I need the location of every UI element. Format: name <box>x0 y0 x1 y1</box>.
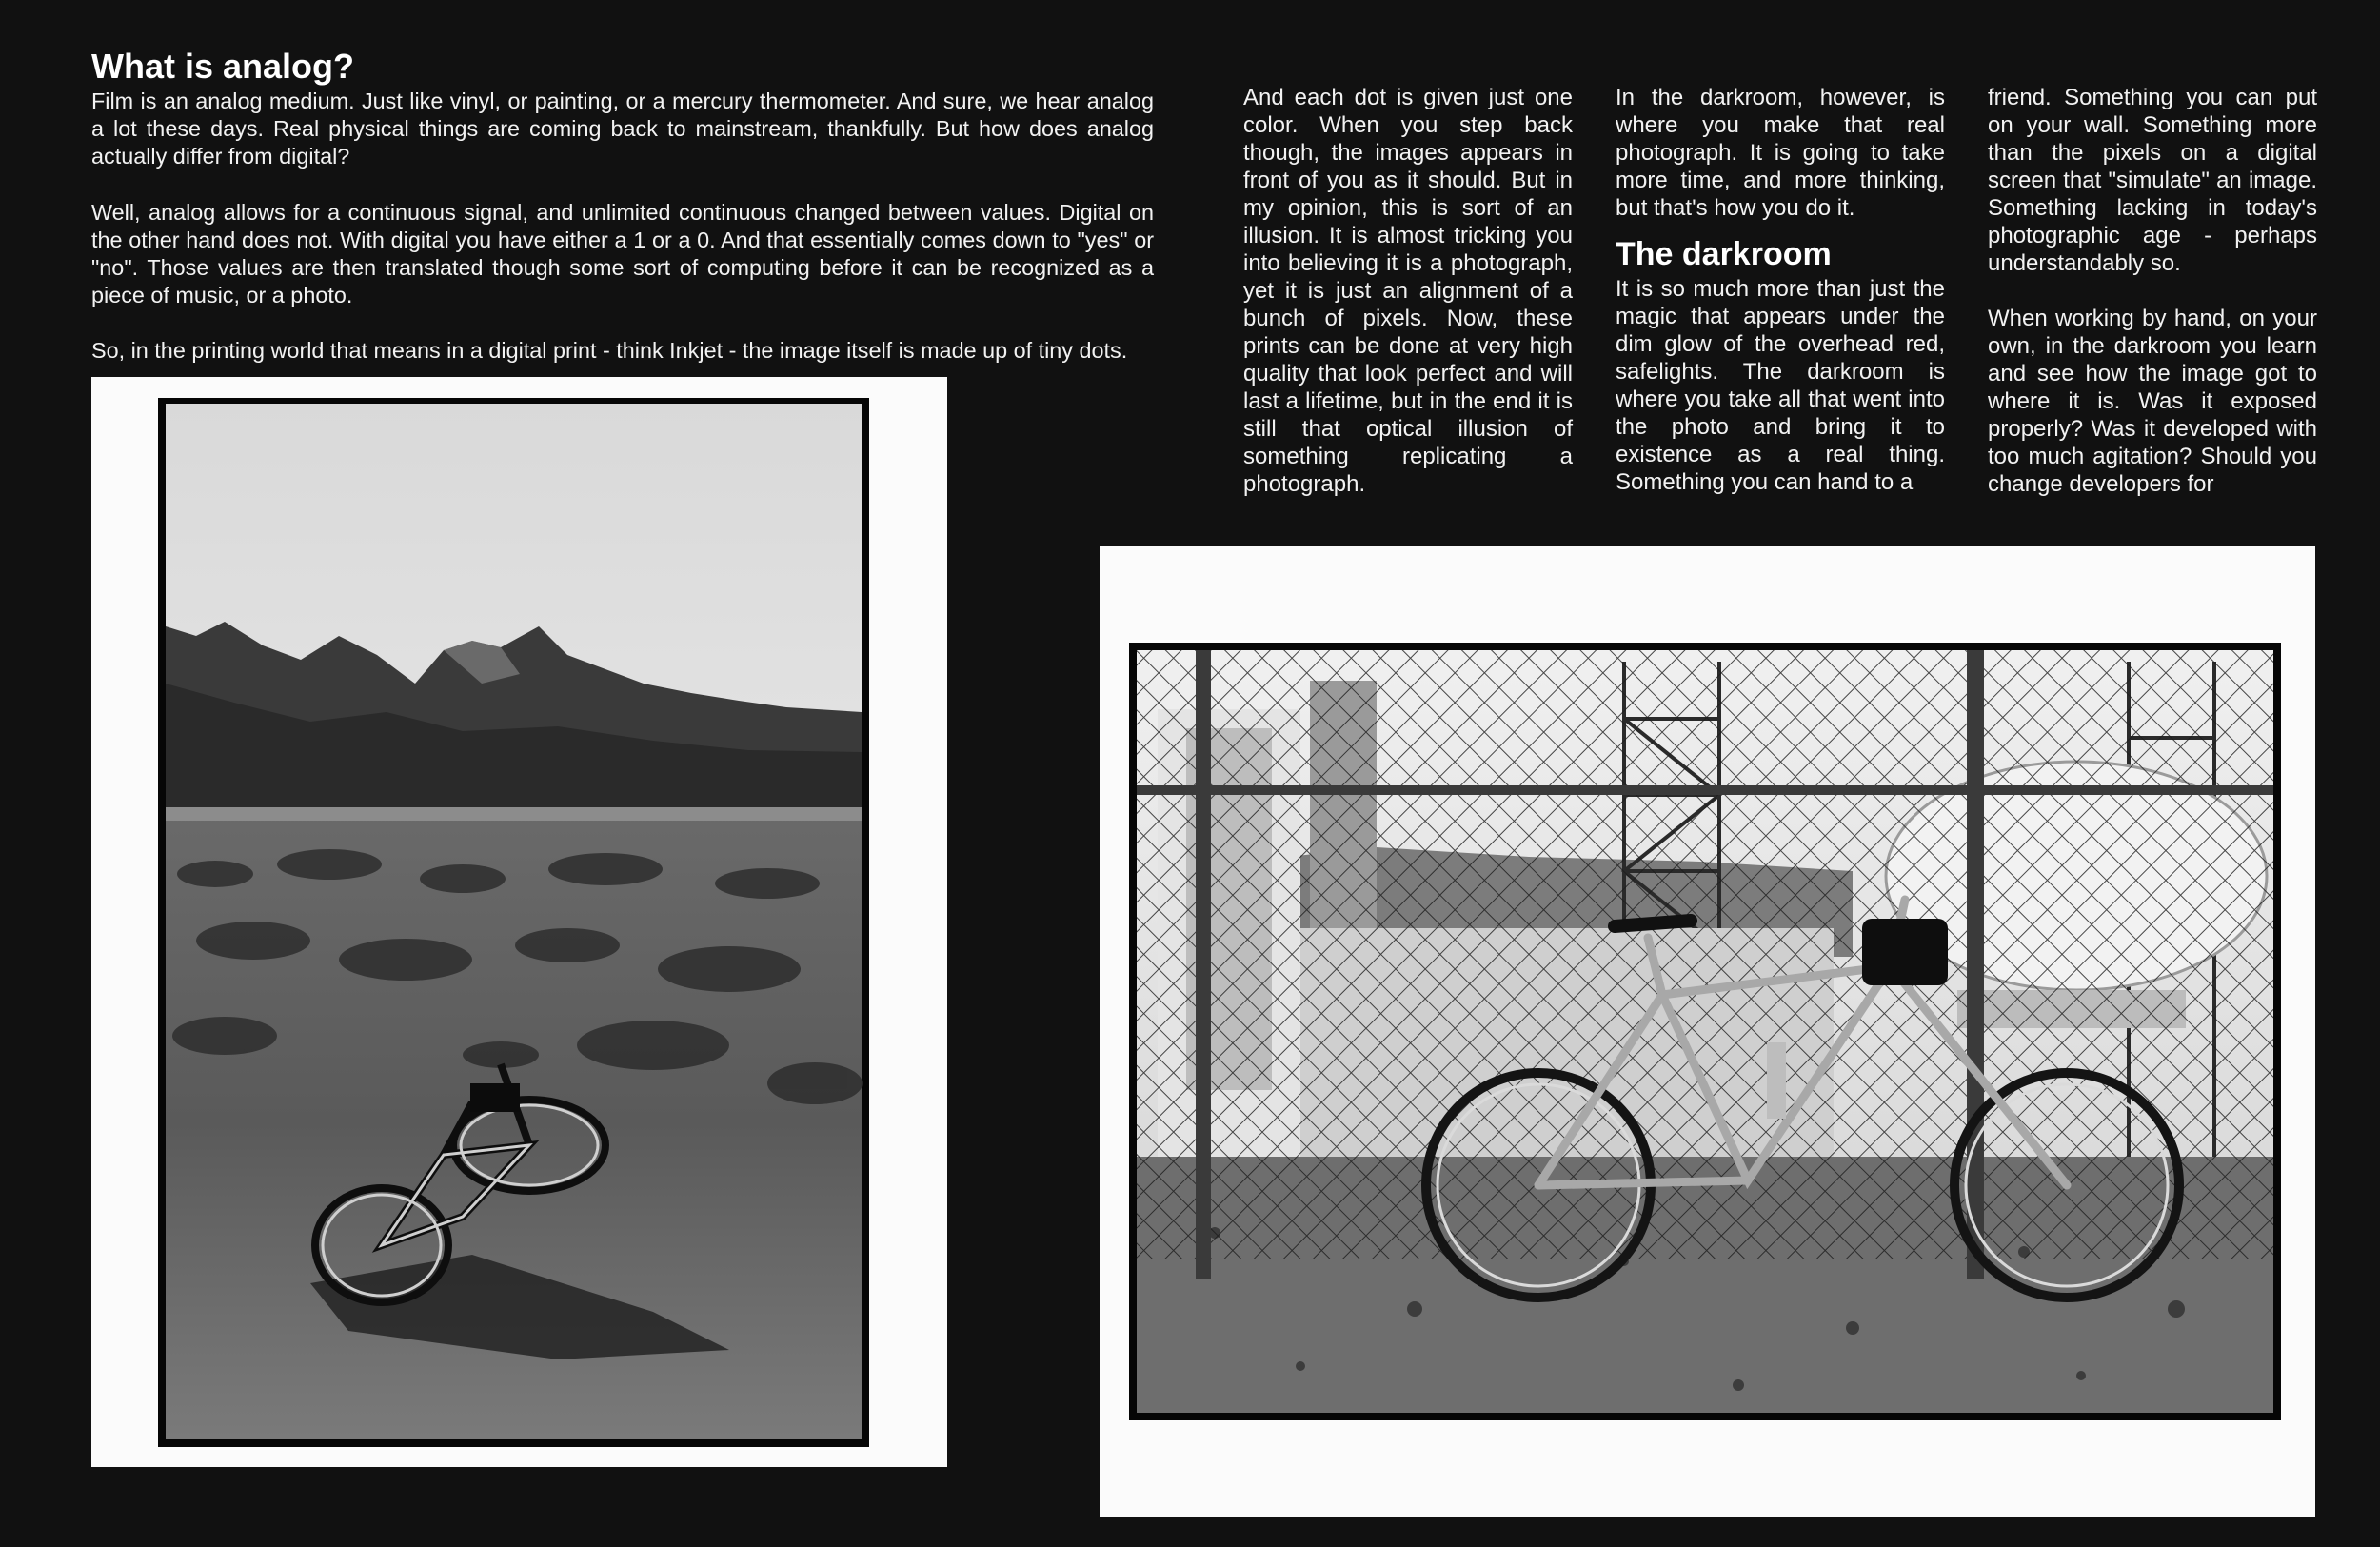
intro-section <box>91 46 1154 366</box>
column-3-paragraph-2: It is so much more than just the magic that appears under the dim glow of the overhead red, safelights. The darkroom is where you take all that went into the photo and bring it to existence as a real thing. Something you can hand to a <box>1616 276 1945 495</box>
column-4-paragraph-1: friend. Something you can put on your wall. Something more than the pixels on a digital screen that "simulate" an image. Something lacking in today's photographic age - perhaps understandably so. <box>1988 85 2317 276</box>
intro-paragraph-2: Well, analog allows for a continuous signal, and unlimited continuous changed between values. Digital on the other hand does not. With digital you have either a 1 or a 0. And that essentially comes down to "yes" or "no". Those values are then translated though some sort of computing before it can be recognized as a piece of music, or a photo. <box>91 199 1154 308</box>
column-2-paragraph: And each dot is given just one color. When you step back though, the images appears in front of you as it should. But in my opinion, this is sort of an illusion. It is almost tricking you into believing it is a photograph, yet it is just an alignment of a bunch of pixels. Now, these prints can be done at very high quality that look perfect and will last a lifetime, but in the end it is still that optical illusion of something replicating a photograph. <box>1243 85 1573 497</box>
photo-fence-bike <box>1129 643 2281 1420</box>
section-heading-darkroom: The darkroom <box>1616 236 1832 272</box>
text-column-3 <box>1616 84 1945 496</box>
column-4-paragraph-2: When working by hand, on your own, in the darkroom you learn and see how the image got to where it is. Was it exposed properly? Was it developed with too much agitation? Should you change developers for <box>1988 306 2317 497</box>
photo-print-desert-bike <box>91 377 947 1467</box>
photo-print-fence-bike <box>1100 546 2315 1517</box>
column-3-paragraph-1: In the darkroom, however, is where you make that real photograph. It is going to take more time, and more thinking, but that's how you do it. <box>1616 85 1945 221</box>
section-heading-what-is-analog: What is analog? <box>91 47 355 86</box>
intro-paragraph-3: So, in the printing world that means in a digital print - think Inkjet - the image itself is made up of tiny dots. <box>91 338 1128 364</box>
photo-desert-bike <box>158 398 869 1447</box>
text-column-4 <box>1988 84 2317 498</box>
intro-paragraph-1: Film is an analog medium. Just like vinyl, or painting, or a mercury thermometer. And sure, we hear analog a lot these days. Real physical things are coming back to mainstream, thankfully. But how does analog actually differ from digital? <box>91 89 1154 169</box>
text-column-2 <box>1243 84 1573 498</box>
